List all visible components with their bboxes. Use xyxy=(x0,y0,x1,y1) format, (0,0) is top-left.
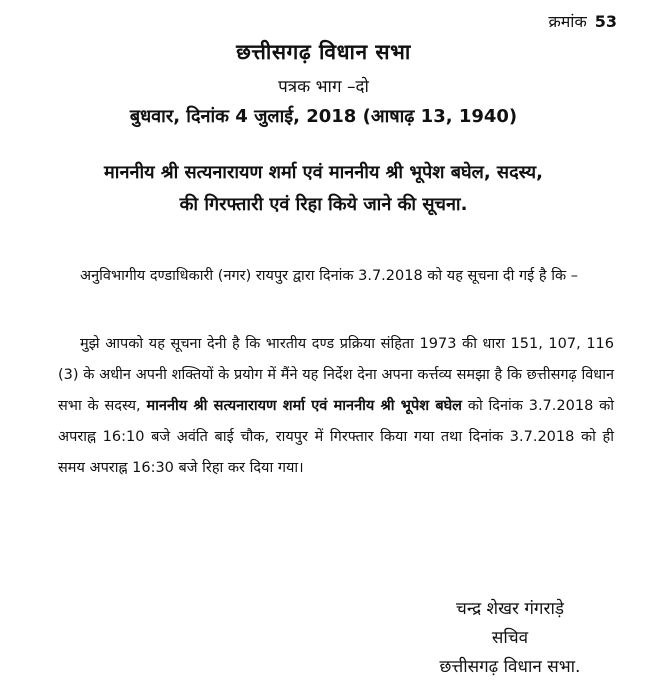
signatory-office: छत्तीसगढ़ विधान सभा. xyxy=(439,657,581,677)
body-paragraph-2-text-a: मुझे आपको यह सूचना देनी है कि भारतीय दण्ड प्रक्रिया संहिता 1973 की धारा 151, 107, 116 (3) के अधीन अपनी शक्तियों के प्रयोग में मैंने यह निर्देश देना अपना कर्त्तव्य समझा है कि छत्तीसगढ़ विधान सभा के सदस्य, xyxy=(58,336,614,414)
body-paragraph-1 xyxy=(58,261,614,292)
signatory-designation: सचिव xyxy=(491,628,529,648)
body-paragraph-2 xyxy=(58,329,614,484)
body-paragraph-2-names: माननीय श्री सत्यनारायण शर्मा एवं माननीय श्री भूपेश बघेल xyxy=(146,398,463,414)
body-paragraph-1-text: अनुविभागीय दण्डाधिकारी (नगर) रायपुर द्वारा दिनांक 3.7.2018 को यह सूचना दी गई है कि – xyxy=(80,268,578,284)
serial-label: क्रमांक xyxy=(548,12,587,31)
signatory-name: चन्द्र शेखर गंगराड़े xyxy=(456,599,564,619)
subject-line-2: की गिरफ्तारी एवं रिहा किये जाने की सूचना. xyxy=(179,194,468,215)
serial-value: 53 xyxy=(594,12,617,31)
bulletin-part: पत्रक भाग –दो xyxy=(278,77,369,97)
body-paragraph-2-text-b: को दिनांक 3.7.2018 को अपराह्न 16:10 बजे अवंति बाई चौक, रायपुर में गिरफ्तार किया गया तथा दिनांक 3.7.2018 को ही समय अपराह्न 16:30 बजे रिहा कर दिया गया। xyxy=(58,398,614,476)
subject-line-1: माननीय श्री सत्यनारायण शर्मा एवं माननीय श्री भूपेश बघेल, सदस्य, xyxy=(104,162,543,183)
document-date: बुधवार, दिनांक 4 जुलाई, 2018 (आषाढ़ 13, 1940) xyxy=(129,106,518,127)
document-title: छत्तीसगढ़ विधान सभा xyxy=(236,40,411,64)
serial-number xyxy=(548,10,617,32)
